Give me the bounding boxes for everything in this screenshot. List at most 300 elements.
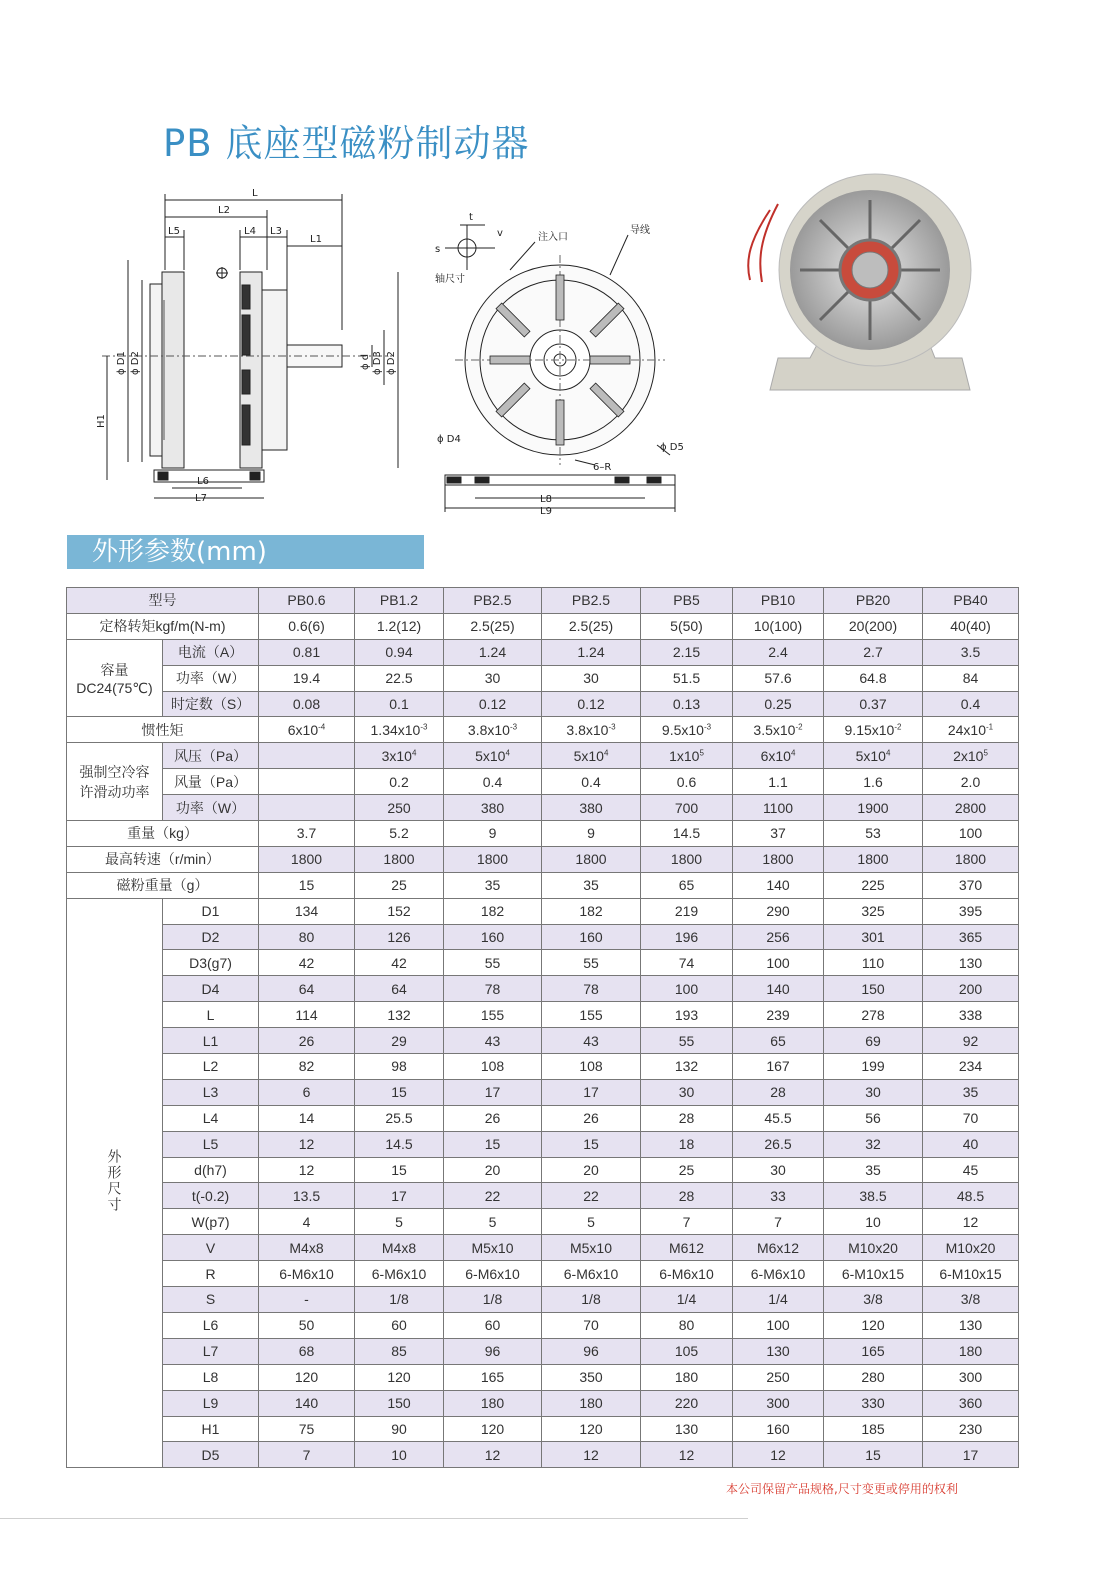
table-row <box>67 950 1019 976</box>
table-row <box>67 924 1019 950</box>
cell-value: 98 <box>355 1054 444 1080</box>
table-row <box>67 1338 1019 1364</box>
cell-value: 25 <box>355 872 444 898</box>
model-name: PB20 <box>824 588 923 614</box>
cell-value: 30 <box>733 1157 824 1183</box>
cell-value: 250 <box>355 795 444 821</box>
cell-value: 5.2 <box>355 821 444 847</box>
dim-L6: L6 <box>197 476 209 487</box>
table-row <box>67 872 1019 898</box>
cell-value: 69 <box>824 1028 923 1054</box>
cell-value: $9.15x10^{-2}$ <box>824 717 923 743</box>
cell-value: 82 <box>259 1054 355 1080</box>
table-row <box>67 1364 1019 1390</box>
model-name: PB1.2 <box>355 588 444 614</box>
bottom-divider <box>0 1518 748 1519</box>
model-name: PB2.5 <box>444 588 542 614</box>
cell-value: 105 <box>641 1338 733 1364</box>
table-row <box>67 795 1019 821</box>
cell-value: 78 <box>542 976 641 1002</box>
label-s: s <box>435 244 441 255</box>
row-label: 风量（Pa） <box>163 769 259 795</box>
dim-L9: L9 <box>540 506 552 517</box>
row-label: L7 <box>163 1338 259 1364</box>
cell-value: 120 <box>542 1416 641 1442</box>
cell-value: 6-M6x10 <box>444 1261 542 1287</box>
cell-value: 20 <box>542 1157 641 1183</box>
cell-value: 55 <box>641 1028 733 1054</box>
cell-value: 30 <box>542 665 641 691</box>
front-view-drawing <box>425 180 695 520</box>
table-row <box>67 1079 1019 1105</box>
cell-value: 1800 <box>923 846 1019 872</box>
cell-value: 92 <box>923 1028 1019 1054</box>
cell-value: 395 <box>923 898 1019 924</box>
cell-value: M612 <box>641 1235 733 1261</box>
cell-value: 330 <box>824 1390 923 1416</box>
cell-value: 12 <box>641 1442 733 1468</box>
cell-value: 130 <box>923 1312 1019 1338</box>
cell-value: 64.8 <box>824 665 923 691</box>
table-row <box>67 846 1019 872</box>
cell-value: 1900 <box>824 795 923 821</box>
cell-value: $3.5x10^{-2}$ <box>733 717 824 743</box>
cell-value: 180 <box>444 1390 542 1416</box>
cell-value: 0.12 <box>444 691 542 717</box>
cell-value: 160 <box>542 924 641 950</box>
cell-value: 132 <box>355 1002 444 1028</box>
table-row <box>67 1209 1019 1235</box>
row-label: L2 <box>163 1054 259 1080</box>
cell-value: 10(100) <box>733 613 824 639</box>
cell-value: 180 <box>641 1364 733 1390</box>
cell-value: 30 <box>444 665 542 691</box>
cell-value: 51.5 <box>641 665 733 691</box>
cell-value: 70 <box>923 1105 1019 1131</box>
cell-value: 12 <box>542 1442 641 1468</box>
cell-value: $6x10^{-4}$ <box>259 717 355 743</box>
page-title: PB 底座型磁粉制动器 <box>163 122 530 165</box>
table-row <box>67 898 1019 924</box>
cell-value <box>259 769 355 795</box>
cell-value: 90 <box>355 1416 444 1442</box>
cell-value: $2x10^5$ <box>923 743 1019 769</box>
cell-value: 10 <box>824 1209 923 1235</box>
cell-value: 1800 <box>355 846 444 872</box>
row-label: 功率（W） <box>163 795 259 821</box>
table-row <box>67 1442 1019 1468</box>
cell-value: 1800 <box>641 846 733 872</box>
row-label: D1 <box>163 898 259 924</box>
table-row <box>67 976 1019 1002</box>
dim-L2: L2 <box>218 205 230 216</box>
cell-value: 130 <box>923 950 1019 976</box>
row-label: 惯性矩 <box>67 717 259 743</box>
cell-value: 1/8 <box>444 1287 542 1313</box>
cell-value: 30 <box>824 1079 923 1105</box>
cell-value: 100 <box>641 976 733 1002</box>
row-label: L9 <box>163 1390 259 1416</box>
cell-value: 5(50) <box>641 613 733 639</box>
cell-value: 20 <box>444 1157 542 1183</box>
label-shaft: 轴尺寸 <box>435 274 465 285</box>
cell-value: 0.94 <box>355 639 444 665</box>
cell-value: 56 <box>824 1105 923 1131</box>
cell-value: 338 <box>923 1002 1019 1028</box>
cell-value: 30 <box>641 1079 733 1105</box>
row-label: L6 <box>163 1312 259 1338</box>
cell-value: 700 <box>641 795 733 821</box>
cell-value: 4 <box>259 1209 355 1235</box>
dim-L5: L5 <box>168 226 180 237</box>
cell-value: 132 <box>641 1054 733 1080</box>
cell-value: 1800 <box>824 846 923 872</box>
cell-value: 12 <box>733 1442 824 1468</box>
cell-value: 26 <box>444 1105 542 1131</box>
table-row <box>67 769 1019 795</box>
cell-value: 360 <box>923 1390 1019 1416</box>
table-row <box>67 1261 1019 1287</box>
table-row <box>67 613 1019 639</box>
cell-value: 53 <box>824 821 923 847</box>
cell-value: 25 <box>641 1157 733 1183</box>
row-label: D5 <box>163 1442 259 1468</box>
cell-value: 250 <box>733 1364 824 1390</box>
cell-value: 110 <box>824 950 923 976</box>
cell-value: 22.5 <box>355 665 444 691</box>
cell-value: 45.5 <box>733 1105 824 1131</box>
cell-value: 134 <box>259 898 355 924</box>
cell-value: 140 <box>733 976 824 1002</box>
table-row <box>67 1002 1019 1028</box>
table-row <box>67 1235 1019 1261</box>
cell-value: 300 <box>923 1364 1019 1390</box>
cell-value: 1.2(12) <box>355 613 444 639</box>
cell-value: 155 <box>444 1002 542 1028</box>
cell-value: 1800 <box>259 846 355 872</box>
table-row <box>67 691 1019 717</box>
row-label: R <box>163 1261 259 1287</box>
cell-value: 17 <box>923 1442 1019 1468</box>
table-row <box>67 743 1019 769</box>
cell-value: 33 <box>733 1183 824 1209</box>
cell-value: 3.7 <box>259 821 355 847</box>
cell-value: 75 <box>259 1416 355 1442</box>
table-row <box>67 1390 1019 1416</box>
cell-value: 80 <box>641 1312 733 1338</box>
table-row <box>67 717 1019 743</box>
cell-value: 108 <box>444 1054 542 1080</box>
cell-value: 0.81 <box>259 639 355 665</box>
cell-value: 1/4 <box>733 1287 824 1313</box>
cell-value: 160 <box>733 1416 824 1442</box>
cell-value: 2800 <box>923 795 1019 821</box>
cell-value: 1800 <box>733 846 824 872</box>
cell-value: 2.5(25) <box>444 613 542 639</box>
cell-value: 0.12 <box>542 691 641 717</box>
cell-value: $6x10^4$ <box>733 743 824 769</box>
cell-value: 32 <box>824 1131 923 1157</box>
model-name: PB5 <box>641 588 733 614</box>
cell-value: 380 <box>542 795 641 821</box>
cell-value: 40 <box>923 1131 1019 1157</box>
cell-value: 130 <box>733 1338 824 1364</box>
footnote: 本公司保留产品规格,尺寸变更或停用的权利 <box>726 1482 958 1496</box>
cell-value: 22 <box>542 1183 641 1209</box>
table-row <box>67 588 1019 614</box>
cell-value: $5x10^4$ <box>444 743 542 769</box>
cell-value: 130 <box>641 1416 733 1442</box>
cell-value: 225 <box>824 872 923 898</box>
cell-value: 182 <box>444 898 542 924</box>
cell-value: 0.6 <box>641 769 733 795</box>
cell-value: 12 <box>259 1131 355 1157</box>
cell-value: 182 <box>542 898 641 924</box>
cell-value: 17 <box>542 1079 641 1105</box>
cell-value: 140 <box>259 1390 355 1416</box>
cell-value: 300 <box>733 1390 824 1416</box>
dim-D4: ϕ D4 <box>437 434 461 445</box>
cell-value: 12 <box>923 1209 1019 1235</box>
product-photo <box>740 160 990 400</box>
cell-value: 35 <box>824 1157 923 1183</box>
cell-value: 380 <box>444 795 542 821</box>
side-view-drawing <box>92 180 422 520</box>
cell-value: 13.5 <box>259 1183 355 1209</box>
cell-value: 120 <box>259 1364 355 1390</box>
cell-value: 26 <box>259 1028 355 1054</box>
model-name: PB0.6 <box>259 588 355 614</box>
cell-value: 108 <box>542 1054 641 1080</box>
cell-value: 280 <box>824 1364 923 1390</box>
cell-value: 15 <box>444 1131 542 1157</box>
cell-value: 60 <box>444 1312 542 1338</box>
cell-value: 6-M6x10 <box>355 1261 444 1287</box>
cell-value: 180 <box>542 1390 641 1416</box>
cell-value: 12 <box>259 1157 355 1183</box>
table-row <box>67 1416 1019 1442</box>
cell-value: 64 <box>259 976 355 1002</box>
cell-value: 78 <box>444 976 542 1002</box>
cell-value: 199 <box>824 1054 923 1080</box>
table-row <box>67 1028 1019 1054</box>
cell-value: 35 <box>923 1079 1019 1105</box>
cell-value: 140 <box>733 872 824 898</box>
cell-value: 0.4 <box>444 769 542 795</box>
label-t: t <box>469 212 473 223</box>
cell-value: 152 <box>355 898 444 924</box>
cell-value: 29 <box>355 1028 444 1054</box>
cell-value: 1/4 <box>641 1287 733 1313</box>
cell-value: 74 <box>641 950 733 976</box>
cell-value: 256 <box>733 924 824 950</box>
cell-value: 6-M10x15 <box>824 1261 923 1287</box>
row-label: L3 <box>163 1079 259 1105</box>
group-label-capacity: 容量 DC24(75℃) <box>67 639 163 717</box>
label-v: v <box>497 228 503 239</box>
cell-value: 3/8 <box>824 1287 923 1313</box>
cell-value: 7 <box>733 1209 824 1235</box>
row-label: L8 <box>163 1364 259 1390</box>
cell-value: 100 <box>733 1312 824 1338</box>
dim-L7: L7 <box>195 493 207 504</box>
cell-value: M4x8 <box>355 1235 444 1261</box>
table-row <box>67 1131 1019 1157</box>
cell-value: 6-M6x10 <box>733 1261 824 1287</box>
cell-value: 22 <box>444 1183 542 1209</box>
cell-value: 126 <box>355 924 444 950</box>
cell-value: $5x10^4$ <box>542 743 641 769</box>
cell-value: $3.8x10^{-3}$ <box>444 717 542 743</box>
row-label: V <box>163 1235 259 1261</box>
cell-value: 96 <box>542 1338 641 1364</box>
cell-value: 9 <box>444 821 542 847</box>
cell-value: 120 <box>444 1416 542 1442</box>
cell-value: 15 <box>259 872 355 898</box>
cell-value: 100 <box>923 821 1019 847</box>
cell-value: 3/8 <box>923 1287 1019 1313</box>
cell-value: 167 <box>733 1054 824 1080</box>
cell-value: 7 <box>641 1209 733 1235</box>
cell-value: 70 <box>542 1312 641 1338</box>
cell-value: 219 <box>641 898 733 924</box>
cell-value: 1800 <box>542 846 641 872</box>
dim-D5: ϕ D5 <box>660 442 684 453</box>
cell-value: 65 <box>641 872 733 898</box>
model-name: PB40 <box>923 588 1019 614</box>
cell-value: M10x20 <box>824 1235 923 1261</box>
row-label: H1 <box>163 1416 259 1442</box>
cell-value: 1/8 <box>542 1287 641 1313</box>
cell-value: $24x10^{-1}$ <box>923 717 1019 743</box>
dim-L1: L1 <box>310 234 322 245</box>
cell-value: 0.6(6) <box>259 613 355 639</box>
cell-value: 15 <box>355 1157 444 1183</box>
dim-D1: ϕ D1 <box>116 351 127 375</box>
cell-value: 325 <box>824 898 923 924</box>
row-label: 风压（Pa） <box>163 743 259 769</box>
model-header: 型号 <box>67 588 259 614</box>
row-label: 功率（W） <box>163 665 259 691</box>
cell-value: 3.5 <box>923 639 1019 665</box>
row-label: W(p7) <box>163 1209 259 1235</box>
row-label: L1 <box>163 1028 259 1054</box>
cell-value: 0.13 <box>641 691 733 717</box>
row-label: D4 <box>163 976 259 1002</box>
cell-value: M5x10 <box>444 1235 542 1261</box>
cell-value: 185 <box>824 1416 923 1442</box>
row-label: t(-0.2) <box>163 1183 259 1209</box>
cell-value: 1.6 <box>824 769 923 795</box>
cell-value: $5x10^4$ <box>824 743 923 769</box>
cell-value: 14.5 <box>641 821 733 847</box>
row-label: 磁粉重量（g） <box>67 872 259 898</box>
cell-value: 165 <box>824 1338 923 1364</box>
cell-value: 165 <box>444 1364 542 1390</box>
dim-L: L <box>252 188 258 199</box>
table-row <box>67 1157 1019 1183</box>
row-label: 最高转速（r/min） <box>67 846 259 872</box>
cell-value: 2.15 <box>641 639 733 665</box>
cell-value: 60 <box>355 1312 444 1338</box>
cell-value: 1800 <box>444 846 542 872</box>
dim-D2: ϕ D2 <box>130 351 141 375</box>
cell-value: $1x10^5$ <box>641 743 733 769</box>
cell-value: 85 <box>355 1338 444 1364</box>
row-label: D2 <box>163 924 259 950</box>
cell-value: 14 <box>259 1105 355 1131</box>
cell-value: 26.5 <box>733 1131 824 1157</box>
cell-value: 55 <box>444 950 542 976</box>
cell-value: 234 <box>923 1054 1019 1080</box>
cell-value: 37 <box>733 821 824 847</box>
table-row <box>67 639 1019 665</box>
cell-value: 0.2 <box>355 769 444 795</box>
cell-value: 40(40) <box>923 613 1019 639</box>
row-label: D3(g7) <box>163 950 259 976</box>
dim-D3: ϕ D3 <box>372 351 383 375</box>
cell-value: 193 <box>641 1002 733 1028</box>
cell-value: 28 <box>733 1079 824 1105</box>
cell-value: 1100 <box>733 795 824 821</box>
cell-value: M6x12 <box>733 1235 824 1261</box>
cell-value: 42 <box>355 950 444 976</box>
cell-value: 1.24 <box>444 639 542 665</box>
cell-value: 2.7 <box>824 639 923 665</box>
row-label: 时定数（S） <box>163 691 259 717</box>
cell-value: 0.37 <box>824 691 923 717</box>
cell-value: 19.4 <box>259 665 355 691</box>
cell-value: $1.34x10^{-3}$ <box>355 717 444 743</box>
cell-value: 65 <box>733 1028 824 1054</box>
row-label: L <box>163 1002 259 1028</box>
row-label: 重量（kg） <box>67 821 259 847</box>
cell-value: 6-M6x10 <box>641 1261 733 1287</box>
cell-value: 68 <box>259 1338 355 1364</box>
cell-value: M10x20 <box>923 1235 1019 1261</box>
cell-value: 9 <box>542 821 641 847</box>
cell-value: 220 <box>641 1390 733 1416</box>
cell-value: 239 <box>733 1002 824 1028</box>
cell-value: M4x8 <box>259 1235 355 1261</box>
cell-value: 114 <box>259 1002 355 1028</box>
cell-value: 14.5 <box>355 1131 444 1157</box>
cell-value: 155 <box>542 1002 641 1028</box>
cell-value: 0.1 <box>355 691 444 717</box>
cell-value: 28 <box>641 1105 733 1131</box>
cell-value: 120 <box>355 1364 444 1390</box>
cell-value: 1.24 <box>542 639 641 665</box>
cell-value: 48.5 <box>923 1183 1019 1209</box>
cell-value: 150 <box>355 1390 444 1416</box>
model-name: PB10 <box>733 588 824 614</box>
cell-value: 180 <box>923 1338 1019 1364</box>
cell-value: $9.5x10^{-3}$ <box>641 717 733 743</box>
cell-value: 301 <box>824 924 923 950</box>
dim-R: 6–R <box>593 462 612 473</box>
cell-value: 120 <box>824 1312 923 1338</box>
label-inject: 注入口 <box>538 232 568 243</box>
cell-value: 45 <box>923 1157 1019 1183</box>
cell-value: 6-M10x15 <box>923 1261 1019 1287</box>
cell-value: 15 <box>542 1131 641 1157</box>
specs-table <box>66 587 1019 1468</box>
cell-value: 35 <box>444 872 542 898</box>
table-row <box>67 665 1019 691</box>
dim-H1: H1 <box>96 414 107 428</box>
cell-value: 5 <box>355 1209 444 1235</box>
dim-L3: L3 <box>270 226 282 237</box>
